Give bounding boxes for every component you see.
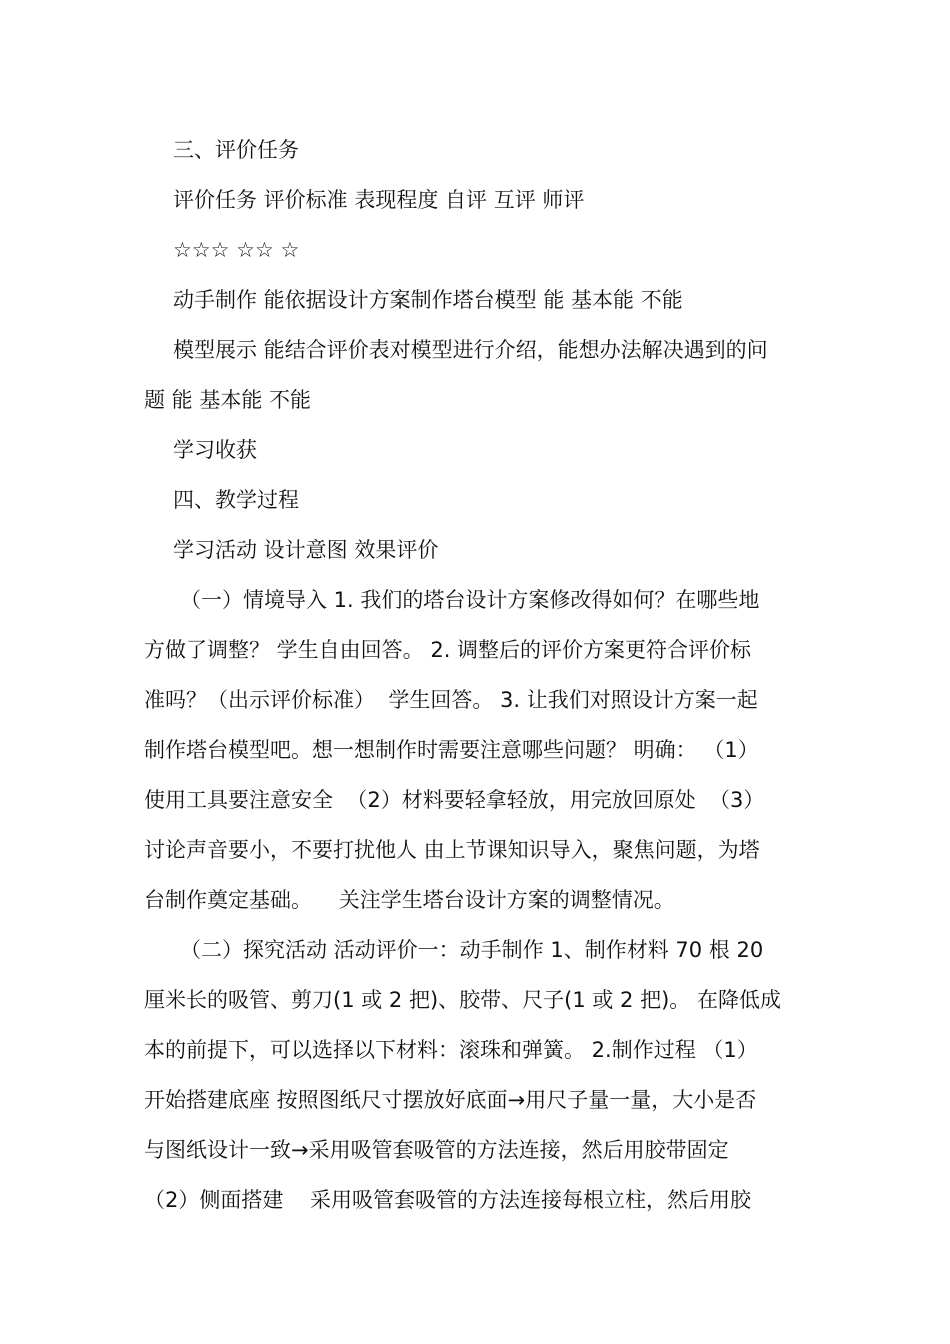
star-rating-row: ☆☆☆ ☆☆ ☆ bbox=[173, 238, 300, 262]
paragraph-intro-line: 方做了调整？ 学生自由回答。 2. 调整后的评价方案更符合评价标 bbox=[144, 638, 752, 662]
table-row-model-display-cont: 题 能 基本能 不能 bbox=[144, 388, 312, 412]
paragraph-intro-line: 使用工具要注意安全 （2）材料要轻拿轻放，用完放回原处 （3） bbox=[144, 788, 765, 812]
paragraph-intro-line: 准吗？（出示评价标准） 学生回答。 3. 让我们对照设计方案一起 bbox=[144, 688, 758, 712]
table-row-model-display: 模型展示 能结合评价表对模型进行介绍，能想办法解决遇到的问 bbox=[173, 338, 768, 362]
paragraph-intro-line: 讨论声音要小，不要打扰他人 由上节课知识导入，聚焦问题，为塔 bbox=[144, 838, 760, 862]
table-header-row: 评价任务 评价标准 表现程度 自评 互评 师评 bbox=[173, 188, 585, 212]
paragraph-explore-line: （2）侧面搭建 采用吸管套吸管的方法连接每根立柱，然后用胶 bbox=[144, 1188, 752, 1212]
paragraph-explore-line: 开始搭建底座 按照图纸尺寸摆放好底面→用尺子量一量，大小是否 bbox=[144, 1088, 757, 1112]
paragraph-explore-line: （二）探究活动 活动评价一：动手制作 1、制作材料 70 根 20 bbox=[180, 938, 764, 962]
paragraph-intro-line: 制作塔台模型吧。想一想制作时需要注意哪些问题？ 明确： （1） bbox=[144, 738, 759, 762]
document-page bbox=[144, 125, 806, 1225]
paragraph-explore-line: 本的前提下，可以选择以下材料：滚珠和弹簧。 2.制作过程 （1） bbox=[144, 1038, 758, 1062]
section-heading-teaching-process: 四、教学过程 bbox=[173, 488, 299, 512]
paragraph-explore-line: 与图纸设计一致→采用吸管套吸管的方法连接，然后用胶带固定 bbox=[144, 1138, 729, 1162]
table-row-hands-on: 动手制作 能依据设计方案制作塔台模型 能 基本能 不能 bbox=[173, 288, 683, 312]
paragraph-intro-line: 台制作奠定基础。 关注学生塔台设计方案的调整情况。 bbox=[144, 888, 675, 912]
paragraph-explore-line: 厘米长的吸管、剪刀(1 或 2 把)、胶带、尺子(1 或 2 把)。 在降低成 bbox=[144, 988, 781, 1012]
process-table-header: 学习活动 设计意图 效果评价 bbox=[173, 538, 439, 562]
learning-gains-label: 学习收获 bbox=[173, 438, 257, 462]
section-heading-evaluation: 三、评价任务 bbox=[173, 138, 299, 162]
paragraph-intro-line: （一）情境导入 1. 我们的塔台设计方案修改得如何？在哪些地 bbox=[180, 588, 760, 612]
